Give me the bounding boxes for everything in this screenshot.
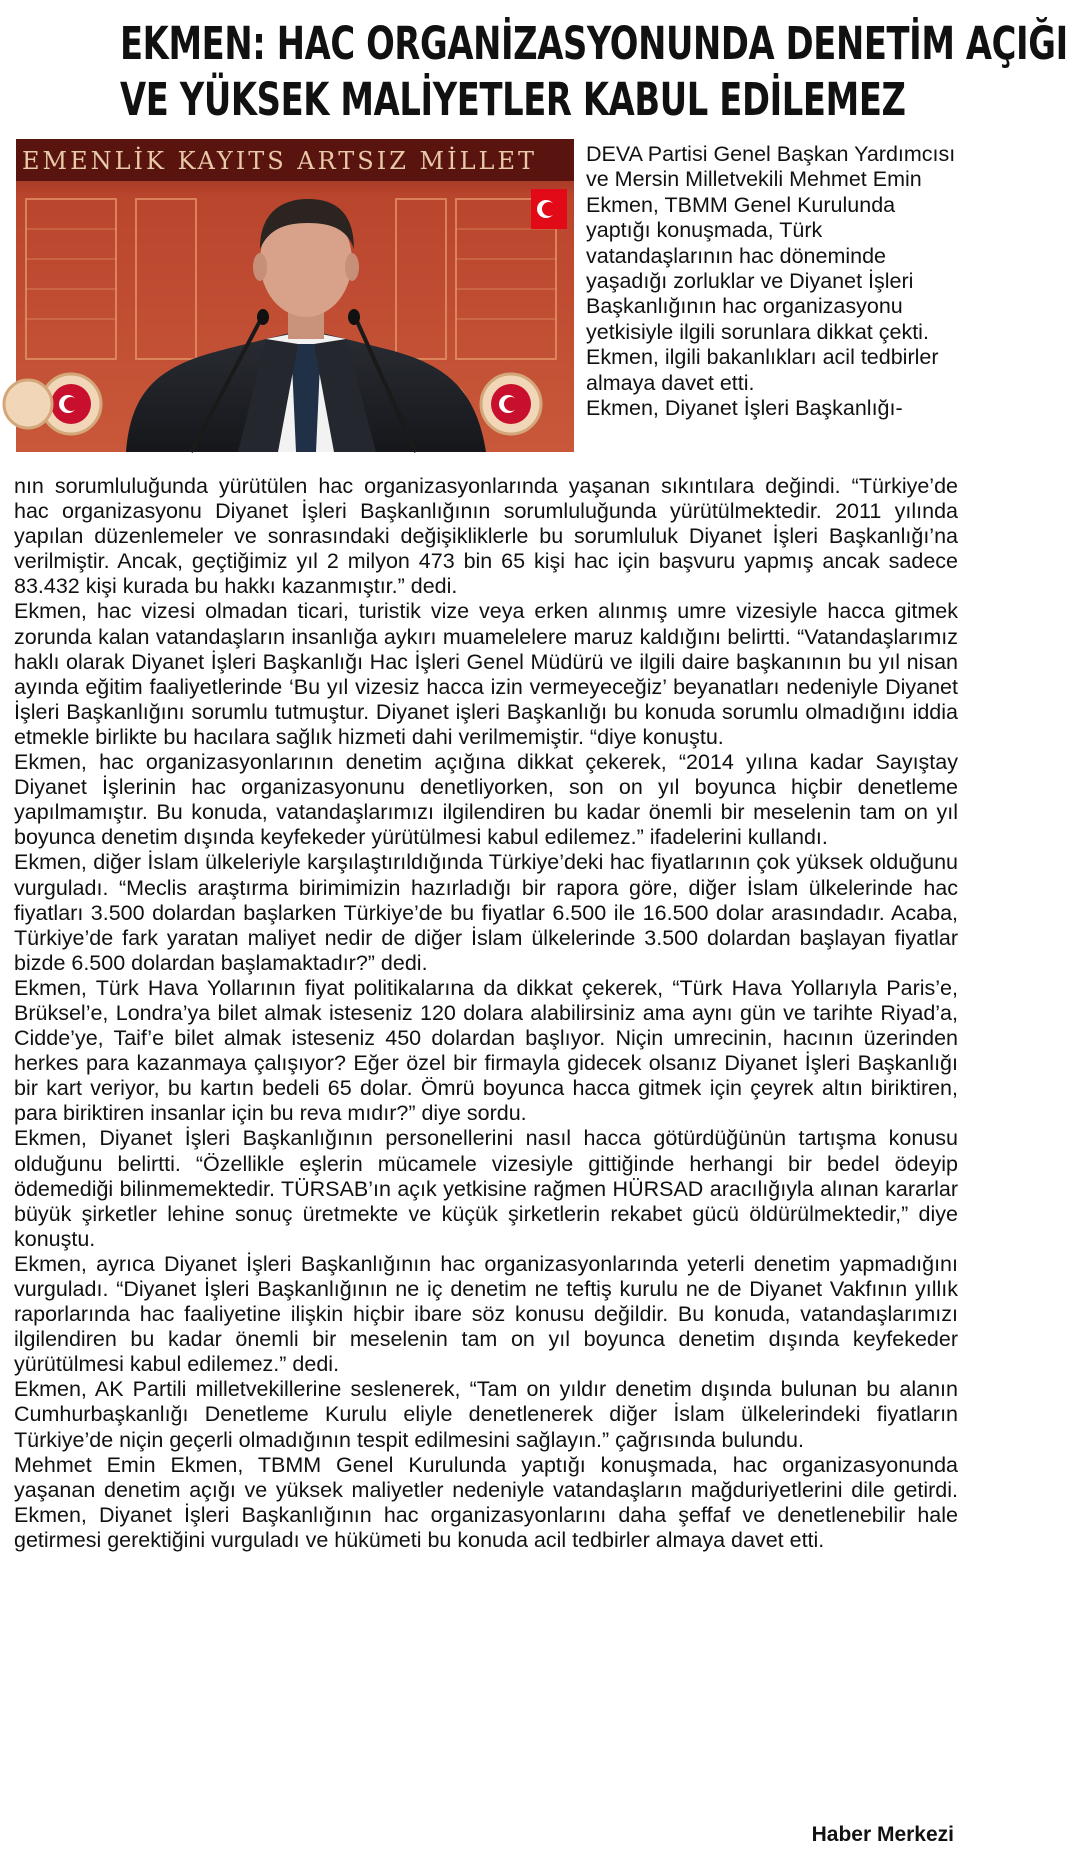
wall-inscription: EMENLİK KAYITS ARTSIZ MİLLET bbox=[22, 147, 537, 175]
body-paragraph: Ekmen, AK Partili milletvekillerine seslenerek, “Tam on yıldır denetim dışında bulunan bu alanın Cumhurbaşkanlığı Denetleme Kurulu eliyle denetlenerek diğer İslam ülkelerindeki fiyatların Türkiye’de niçin geçerli olmadığının tespit edilmesini sağlayın.” çağrısında bulundu. bbox=[14, 1377, 958, 1452]
byline: Haber Merkezi bbox=[811, 1823, 954, 1846]
headline-line-1: EKMEN: HAC ORGANİZASYONUNDA DENETİM AÇIĞI bbox=[120, 17, 1068, 70]
body-paragraph: Ekmen, ayrıca Diyanet İşleri Başkanlığının hac organizasyonlarında yeterli denetim yapmadığını vurguladı. “Diyanet İşleri Başkanlığının ne iç denetim ne teftiş kurulu ne de Diyanet Vakfının yıllık raporlarında hac faaliyetine ilişkin hiçbir ibare söz konusu değildir. Bu konuda, vatandaşlarımızı ilgilendiren bu kadar önemli bir meselenin tam on yıl boyunca denetim dışında keyfekeder yürütülmesi kabul edilemez.” dedi. bbox=[14, 1251, 958, 1377]
article-body bbox=[14, 474, 958, 1553]
body-paragraph: Ekmen, diğer İslam ülkeleriyle karşılaştırıldığında Türkiye’deki hac fiyatlarının çok yüksek olduğunu vurguladı. “Meclis araştırma birimimizin hazırladığı bir rapora göre, diğer İslam ülkelerinde hac fiyatları 3.500 dolardan başlarken Türkiye’de bu fiyatlar 6.500 ile 16.500 dolar arasındadır. Acaba, Türkiye’de fark yaratan maliyet nedir de diğer İslam ülkelerinde 3.500 dolardan başlayan fiyatlar bizde 6.500 dolardan başlamaktadır?” dedi. bbox=[14, 850, 958, 975]
lead-in-line: Ekmen, Diyanet İşleri Başkanlığı- bbox=[586, 396, 903, 421]
body-paragraph: Ekmen, hac organizasyonlarının denetim açığına dikkat çekerek, “2014 yılına kadar Sayıştay Diyanet İşlerinin hac organizasyonunu denetliyorken, son on yıl boyunca hiçbir denetleme yapılmamıştır. Bu konuda, vatandaşlarımızı ilgilendiren bu kadar önemli bir meselenin tam on yıl boyunca denetim dışında keyfekeder yürütülmesi kabul edilemez.” ifadelerini kullandı. bbox=[14, 750, 958, 850]
body-paragraph: nın sorumluluğunda yürütülen hac organizasyonlarında yaşanan sıkıntılara değindi. “Türkiye’de hac organizasyonu Diyanet İşleri Başkanlığının sorumluluğunda yürütülmektedir. 2011 yılında yapılan düzenlemeler ve sonrasındaki değişikliklerle bu sorumluluk Diyanet İşleri Başkanlığı’na verilmiştir. Ancak, geçtiğimiz yıl 2 milyon 473 bin 65 kişi hac için başvuru yapmış ancak sadece 83.432 kişi kurada bu hakkı kazanmıştır.” dedi. bbox=[14, 474, 958, 599]
intro-paragraph: DEVA Partisi Genel Başkan Yardımcısı ve Mersin Milletvekili Mehmet Emin Ekmen, TBMM Genel Kurulunda yaptığı konuşmada, Türk vatandaşlarının hac döneminde yaşadığı zorluklar ve Diyanet İşleri Başkanlığının hac organizasyonu yetkisiyle ilgili sorunlara dikkat çekti. Ekmen, ilgili bakanlıkları acil tedbirler almaya davet etti. bbox=[586, 142, 956, 395]
body-paragraph: Ekmen, Diyanet İşleri Başkanlığının personellerini nasıl hacca götürdüğünün tartışma konusu olduğunu belirtti. “Özellikle eşlerin mücamele vizesiyle gittiğinde herhangi bir bedel ödeyip ödemediği bilinmemektedir. TÜRSAB’ın açık yetkisine rağmen HÜRSAD aracılığıyla alınan kararlar büyük şirketler lehine sonuç üretmekte ve küçük şirketlerin rekabet gücü öldürülmektedir,” diye konuştu. bbox=[14, 1126, 958, 1251]
body-paragraph: Ekmen, hac vizesi olmadan ticari, turistik vize veya erken alınmış umre vizesiyle hacca gitmek zorunda kalan vatandaşların insanlığa aykırı muamelelere maruz kaldığını belirtti. “Vatandaşlarımız haklı olarak Diyanet İşleri Başkanlığı Hac İşleri Genel Müdürü ve ilgili daire başkanının bu yıl nisan ayında eğitim faaliyetlerinde ‘Bu yıl vizesiz hacca izin vermeyeceğiz’ beyanatları nedeniyle Diyanet İşleri Başkanlığını sorumlu tutmuştur. Diyanet işleri Başkanlığı bu konuda sorumlu olmadığını iddia etmekle birlikte bu hacılara sağlık hizmeti dahi verilmemiştir. “diye konuştu. bbox=[14, 599, 958, 749]
speaker-photo bbox=[16, 139, 574, 452]
body-paragraph: Mehmet Emin Ekmen, TBMM Genel Kurulunda yaptığı konuşmada, hac organizasyonunda yaşanan denetim açığı ve yüksek maliyetler nedeniyle vatandaşların mağduriyetlerini dile getirdi. Ekmen, Diyanet İşleri Başkanlığının hac organizasyonlarını daha şeffaf ve denetlenebilir hale getirmesi gerektiğini vurguladı ve hükümeti bu konuda acil tedbirler almaya davet etti. bbox=[14, 1452, 958, 1552]
body-paragraph: Ekmen, Türk Hava Yollarının fiyat politikalarına da dikkat çekerek, “Türk Hava Yollarıyla Paris’e, Brüksel’e, Londra’ya bilet almak isteseniz 120 dolara alabilirsiniz ama aynı gün ve tarihte Riyad’a, Cidde’ye, Taif’e bilet almak isteseniz 450 dolardan başlıyor. Niçin umrecinin, hacının üzerinden herkes para kazanmaya çalışıyor? Eğer özel bir firmayla gidecek olsanız Diyanet İşleri Başkanlığı bir kart veriyor, bu kartın bedeli 65 dolar. Ömrü boyunca hacca gitmek için çeyrek altın biriktiren, para biriktiren insanlar için bu reva mıdır?” diye sordu. bbox=[14, 975, 958, 1126]
headline bbox=[120, 16, 1068, 128]
intro-column bbox=[586, 142, 960, 421]
headline-line-2: VE YÜKSEK MALİYETLER KABUL EDİLEMEZ bbox=[120, 73, 906, 126]
